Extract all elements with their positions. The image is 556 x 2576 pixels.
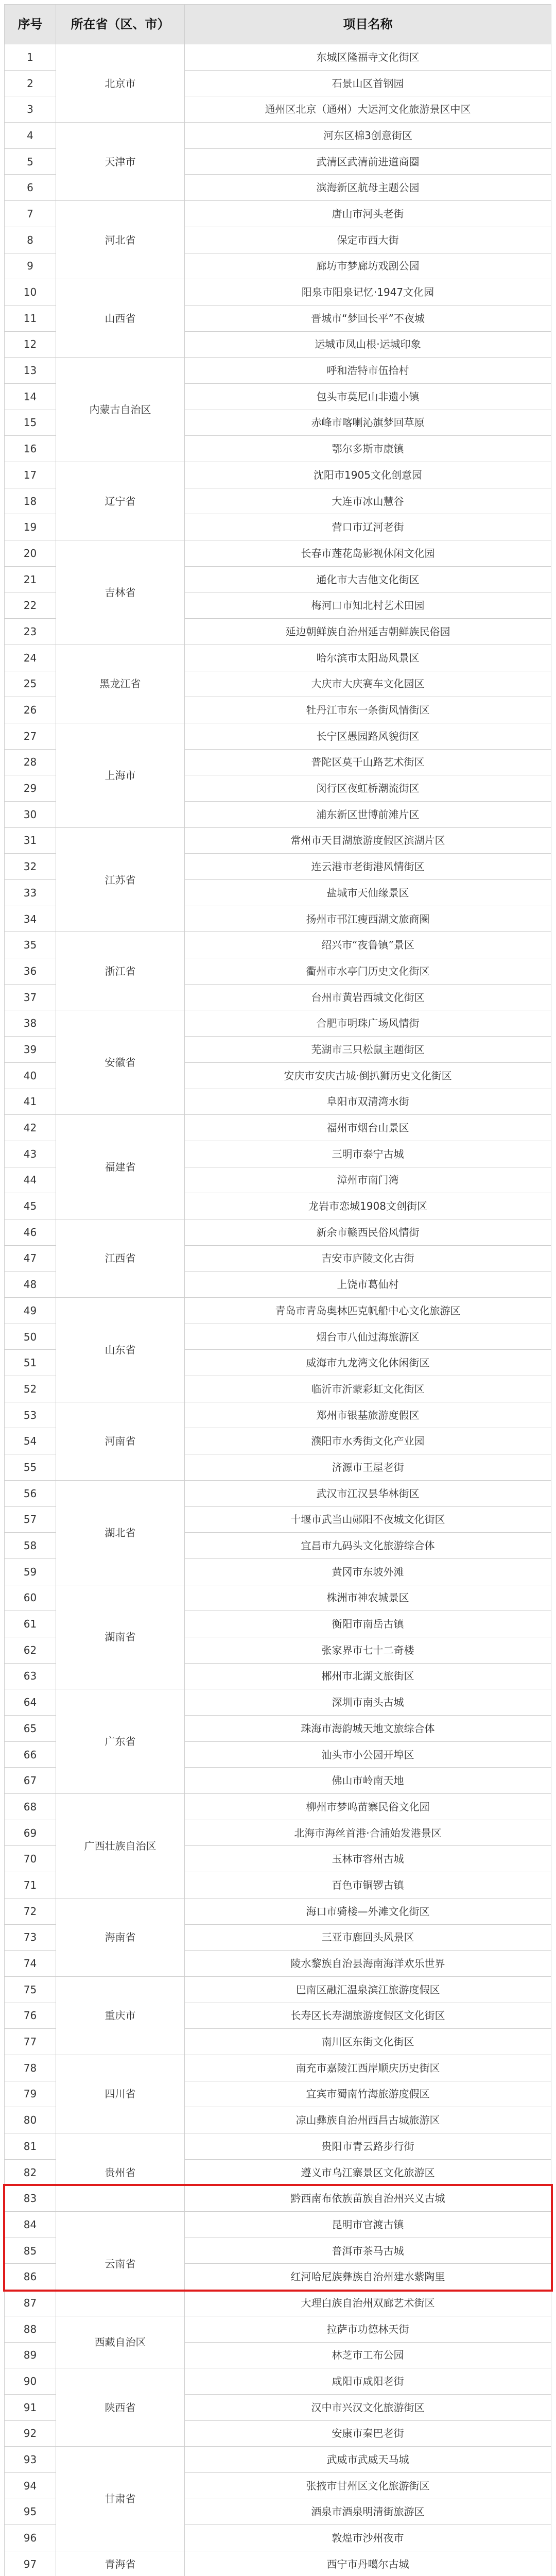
- province-cell: 广东省: [56, 1689, 185, 1794]
- table-row: [5, 1689, 551, 1716]
- project-name-cell: 深圳市南头古城: [185, 1689, 551, 1716]
- province-cell: 广西壮族自治区: [56, 1794, 185, 1899]
- project-name-cell: 汕头市小公园开埠区: [185, 1741, 551, 1768]
- project-name-cell: 北海市海丝首港·合浦始发港景区: [185, 1820, 551, 1846]
- row-number: 2: [5, 70, 56, 96]
- table-row: [5, 645, 551, 671]
- project-name-cell: 常州市天目湖旅游度假区滨湖片区: [185, 827, 551, 854]
- project-name-cell: 阳泉市阳泉记忆·1947文化园: [185, 279, 551, 306]
- project-name-cell: 沈阳市1905文化创意园: [185, 462, 551, 488]
- project-name-cell: 大理白族自治州双廊艺术街区: [185, 2290, 551, 2316]
- row-number: 77: [5, 2029, 56, 2055]
- table-row: [5, 1298, 551, 1324]
- project-name-cell: 济源市王屋老街: [185, 1454, 551, 1481]
- row-number: 65: [5, 1716, 56, 1742]
- project-name-cell: 三亚市鹿回头风景区: [185, 1924, 551, 1951]
- row-number: 52: [5, 1376, 56, 1402]
- project-name-cell: 通州区北京（通州）大运河文化旅游景区中区: [185, 96, 551, 123]
- project-name-cell: 南充市嘉陵江西岸顺庆历史街区: [185, 2055, 551, 2081]
- row-number: 88: [5, 2316, 56, 2342]
- province-cell: 山东省: [56, 1298, 185, 1402]
- project-name-cell: 敦煌市沙州夜市: [185, 2525, 551, 2551]
- table-row: [5, 1115, 551, 1141]
- row-number: 12: [5, 331, 56, 358]
- project-name-cell: 玉林市容州古城: [185, 1846, 551, 1872]
- row-number: 57: [5, 1506, 56, 1533]
- project-name-cell: 普洱市茶马古城: [185, 2238, 551, 2264]
- table-row: [5, 1480, 551, 1506]
- table-row: [5, 462, 551, 488]
- project-name-cell: 鄂尔多斯市康镇: [185, 436, 551, 462]
- row-number: 41: [5, 1089, 56, 1115]
- project-name-cell: 张掖市甘州区文化旅游街区: [185, 2472, 551, 2499]
- row-number: 60: [5, 1585, 56, 1611]
- row-number: 55: [5, 1454, 56, 1481]
- province-cell: 贵州省: [56, 2133, 185, 2212]
- project-name-cell: 运城市凤山根·运城印象: [185, 331, 551, 358]
- project-name-cell: 长寿区长寿湖旅游度假区文化街区: [185, 2003, 551, 2029]
- row-number: 94: [5, 2472, 56, 2499]
- row-number: 15: [5, 410, 56, 436]
- row-number: 42: [5, 1115, 56, 1141]
- project-name-cell: 长宁区愚园路风貌街区: [185, 723, 551, 749]
- project-name-cell: 包头市莫尼山非遗小镇: [185, 383, 551, 410]
- row-number: 17: [5, 462, 56, 488]
- table-row: [5, 2133, 551, 2160]
- row-number: 46: [5, 1219, 56, 1245]
- table-row: [5, 123, 551, 149]
- province-cell: 云南省: [56, 2212, 185, 2316]
- row-number: 33: [5, 880, 56, 906]
- table-row: [5, 2368, 551, 2395]
- project-name-cell: 南川区东街文化街区: [185, 2029, 551, 2055]
- row-number: 30: [5, 801, 56, 827]
- province-cell: 江西省: [56, 1219, 185, 1297]
- table-row: [5, 1976, 551, 2003]
- province-cell: 山西省: [56, 279, 185, 358]
- project-name-cell: 酒泉市酒泉明清街旅游区: [185, 2499, 551, 2525]
- project-name-cell: 郴州市北湖文旅街区: [185, 1663, 551, 1689]
- table-row: [5, 540, 551, 567]
- project-name-cell: 呼和浩特市伍拾村: [185, 358, 551, 384]
- project-name-cell: 延边朝鲜族自治州延吉朝鲜族民俗园: [185, 619, 551, 645]
- row-number: 48: [5, 1272, 56, 1298]
- row-number: 86: [5, 2264, 56, 2290]
- project-name-cell: 哈尔滨市太阳岛风景区: [185, 645, 551, 671]
- row-number: 70: [5, 1846, 56, 1872]
- row-number: 37: [5, 984, 56, 1010]
- row-number: 35: [5, 932, 56, 958]
- project-name-cell: 廊坊市梦廊坊戏剧公园: [185, 253, 551, 279]
- row-number: 21: [5, 566, 56, 592]
- project-name-cell: 黔西南布依族苗族自治州兴义古城: [185, 2185, 551, 2212]
- project-name-cell: 合肥市明珠广场风情街: [185, 1010, 551, 1037]
- table-row: [5, 2551, 551, 2576]
- project-name-cell: 台州市黄岩西城文化街区: [185, 984, 551, 1010]
- project-name-cell: 石景山区首钢园: [185, 70, 551, 96]
- table-header-row: [5, 5, 551, 44]
- row-number: 49: [5, 1298, 56, 1324]
- row-number: 25: [5, 671, 56, 697]
- row-number: 69: [5, 1820, 56, 1846]
- province-cell: 湖北省: [56, 1480, 185, 1585]
- row-number: 95: [5, 2499, 56, 2525]
- row-number: 97: [5, 2551, 56, 2576]
- row-number: 73: [5, 1924, 56, 1951]
- project-list: [4, 4, 551, 2576]
- project-name-cell: 梅河口市知北村艺术田园: [185, 592, 551, 619]
- project-name-cell: 滨海新区航母主题公园: [185, 175, 551, 201]
- project-name-cell: 牡丹江市东一条街风情街区: [185, 697, 551, 723]
- project-name-cell: 新余市赣西民俗风情街: [185, 1219, 551, 1245]
- table-row: [5, 358, 551, 384]
- row-number: 34: [5, 906, 56, 932]
- row-number: 67: [5, 1768, 56, 1794]
- row-number: 89: [5, 2342, 56, 2368]
- row-number: 40: [5, 1062, 56, 1089]
- row-number: 62: [5, 1637, 56, 1663]
- row-number: 90: [5, 2368, 56, 2395]
- table-body: [5, 44, 551, 2576]
- header-province: 所在省（区、市）: [56, 5, 185, 44]
- project-name-cell: 连云港市老街港风情街区: [185, 854, 551, 880]
- project-name-cell: 武清区武清前进道商圈: [185, 148, 551, 175]
- project-name-cell: 漳州市南门湾: [185, 1167, 551, 1193]
- project-name-cell: 武威市武威天马城: [185, 2447, 551, 2473]
- row-number: 81: [5, 2133, 56, 2160]
- row-number: 93: [5, 2447, 56, 2473]
- table-row: [5, 1585, 551, 1611]
- project-name-cell: 陵水黎族自治县海南海洋欢乐世界: [185, 1951, 551, 1977]
- province-cell: 江苏省: [56, 827, 185, 932]
- row-number: 75: [5, 1976, 56, 2003]
- province-cell: 湖南省: [56, 1585, 185, 1689]
- project-name-cell: 柳州市梦呜苗寨民俗文化园: [185, 1794, 551, 1820]
- table-row: [5, 279, 551, 306]
- project-name-cell: 盐城市天仙缘景区: [185, 880, 551, 906]
- row-number: 6: [5, 175, 56, 201]
- project-name-cell: 张家界市七十二奇楼: [185, 1637, 551, 1663]
- province-cell: 四川省: [56, 2055, 185, 2133]
- row-number: 96: [5, 2525, 56, 2551]
- row-number: 71: [5, 1872, 56, 1899]
- table-row: [5, 2316, 551, 2342]
- table-row: [5, 2447, 551, 2473]
- project-name-cell: 营口市辽河老街: [185, 514, 551, 540]
- row-number: 44: [5, 1167, 56, 1193]
- province-cell: 甘肃省: [56, 2447, 185, 2551]
- project-name-cell: 福州市烟台山景区: [185, 1115, 551, 1141]
- row-number: 39: [5, 1037, 56, 1063]
- row-number: 23: [5, 619, 56, 645]
- row-number: 19: [5, 514, 56, 540]
- project-name-cell: 安庆市安庆古城·倒扒狮历史文化街区: [185, 1062, 551, 1089]
- row-number: 68: [5, 1794, 56, 1820]
- project-name-cell: 巴南区融汇温泉滨江旅游度假区: [185, 1976, 551, 2003]
- project-name-cell: 阜阳市双清湾水街: [185, 1089, 551, 1115]
- project-name-cell: 安康市秦巴老街: [185, 2420, 551, 2447]
- table-row: [5, 1898, 551, 1924]
- province-cell: 陕西省: [56, 2368, 185, 2447]
- project-name-cell: 宜宾市蜀南竹海旅游度假区: [185, 2081, 551, 2107]
- project-name-cell: 濮阳市水秀街文化产业园: [185, 1428, 551, 1454]
- row-number: 74: [5, 1951, 56, 1977]
- row-number: 27: [5, 723, 56, 749]
- project-name-cell: 大庆市大庆赛车文化园区: [185, 671, 551, 697]
- project-name-cell: 红河哈尼族彝族自治州建水紫陶里: [185, 2264, 551, 2290]
- row-number: 63: [5, 1663, 56, 1689]
- row-number: 64: [5, 1689, 56, 1716]
- project-name-cell: 临沂市沂蒙彩虹文化街区: [185, 1376, 551, 1402]
- row-number: 51: [5, 1350, 56, 1376]
- row-number: 8: [5, 227, 56, 253]
- province-cell: 河南省: [56, 1402, 185, 1480]
- province-cell: 内蒙古自治区: [56, 358, 185, 462]
- project-name-cell: 百色市铜锣古镇: [185, 1872, 551, 1899]
- row-number: 87: [5, 2290, 56, 2316]
- row-number: 36: [5, 958, 56, 985]
- header-number: 序号: [5, 5, 56, 44]
- row-number: 31: [5, 827, 56, 854]
- row-number: 50: [5, 1324, 56, 1350]
- table-row: [5, 201, 551, 227]
- row-number: 10: [5, 279, 56, 306]
- row-number: 20: [5, 540, 56, 567]
- table-row: [5, 2212, 551, 2238]
- row-number: 28: [5, 749, 56, 775]
- project-name-cell: 通化市大吉他文化街区: [185, 566, 551, 592]
- project-name-cell: 唐山市河头老街: [185, 201, 551, 227]
- row-number: 9: [5, 253, 56, 279]
- row-number: 54: [5, 1428, 56, 1454]
- row-number: 47: [5, 1245, 56, 1272]
- table-row: [5, 1010, 551, 1037]
- project-name-cell: 昆明市官渡古镇: [185, 2212, 551, 2238]
- project-name-cell: 晋城市“梦回长平”不夜城: [185, 305, 551, 331]
- province-cell: 海南省: [56, 1898, 185, 1976]
- row-number: 3: [5, 96, 56, 123]
- row-number: 80: [5, 2107, 56, 2133]
- project-name-cell: 绍兴市“夜鲁镇”景区: [185, 932, 551, 958]
- project-name-cell: 长春市莲花岛影视休闲文化园: [185, 540, 551, 567]
- table-row: [5, 723, 551, 749]
- project-table: [4, 4, 551, 2576]
- project-name-cell: 河东区棉3创意街区: [185, 123, 551, 149]
- row-number: 26: [5, 697, 56, 723]
- row-number: 59: [5, 1558, 56, 1585]
- province-cell: 天津市: [56, 123, 185, 201]
- province-cell: 河北省: [56, 201, 185, 279]
- project-name-cell: 黄冈市东坡外滩: [185, 1558, 551, 1585]
- province-cell: 黑龙江省: [56, 645, 185, 723]
- project-name-cell: 青岛市青岛奥林匹克帆船中心文化旅游区: [185, 1298, 551, 1324]
- province-cell: 安徽省: [56, 1010, 185, 1115]
- project-name-cell: 西宁市丹噶尔古城: [185, 2551, 551, 2576]
- province-cell: 吉林省: [56, 540, 185, 645]
- table-row: [5, 44, 551, 71]
- row-number: 66: [5, 1741, 56, 1768]
- project-name-cell: 上饶市葛仙村: [185, 1272, 551, 1298]
- province-cell: 北京市: [56, 44, 185, 123]
- project-name-cell: 十堰市武当山郧阳不夜城文化街区: [185, 1506, 551, 1533]
- project-name-cell: 龙岩市恋城1908文创街区: [185, 1193, 551, 1219]
- project-name-cell: 保定市西大街: [185, 227, 551, 253]
- row-number: 22: [5, 592, 56, 619]
- project-name-cell: 林芝市工布公园: [185, 2342, 551, 2368]
- table-row: [5, 1219, 551, 1245]
- project-name-cell: 扬州市邗江瘦西湖文旅商圈: [185, 906, 551, 932]
- row-number: 13: [5, 358, 56, 384]
- table-row: [5, 1402, 551, 1428]
- row-number: 5: [5, 148, 56, 175]
- project-name-cell: 贵阳市青云路步行街: [185, 2133, 551, 2160]
- table-row: [5, 1794, 551, 1820]
- project-name-cell: 衡阳市南岳古镇: [185, 1611, 551, 1637]
- project-name-cell: 咸阳市咸阳老街: [185, 2368, 551, 2395]
- row-number: 16: [5, 436, 56, 462]
- row-number: 7: [5, 201, 56, 227]
- row-number: 91: [5, 2394, 56, 2420]
- project-name-cell: 浦东新区世博前滩片区: [185, 801, 551, 827]
- row-number: 61: [5, 1611, 56, 1637]
- project-name-cell: 衢州市水亭门历史文化街区: [185, 958, 551, 985]
- project-name-cell: 赤峰市喀喇沁旗梦回草原: [185, 410, 551, 436]
- project-name-cell: 珠海市海韵城天地文旅综合体: [185, 1716, 551, 1742]
- row-number: 1: [5, 44, 56, 71]
- row-number: 14: [5, 383, 56, 410]
- project-name-cell: 大连市冰山慧谷: [185, 488, 551, 514]
- project-name-cell: 凉山彝族自治州西昌古城旅游区: [185, 2107, 551, 2133]
- province-cell: 浙江省: [56, 932, 185, 1010]
- row-number: 78: [5, 2055, 56, 2081]
- row-number: 18: [5, 488, 56, 514]
- row-number: 43: [5, 1141, 56, 1167]
- row-number: 76: [5, 2003, 56, 2029]
- row-number: 11: [5, 305, 56, 331]
- project-name-cell: 芜湖市三只松鼠主题街区: [185, 1037, 551, 1063]
- table-row: [5, 2055, 551, 2081]
- row-number: 84: [5, 2212, 56, 2238]
- project-name-cell: 东城区隆福寺文化街区: [185, 44, 551, 71]
- row-number: 82: [5, 2159, 56, 2185]
- project-name-cell: 吉安市庐陵文化古街: [185, 1245, 551, 1272]
- project-name-cell: 宜昌市九码头文化旅游综合体: [185, 1533, 551, 1559]
- row-number: 58: [5, 1533, 56, 1559]
- row-number: 32: [5, 854, 56, 880]
- project-name-cell: 普陀区莫干山路艺术街区: [185, 749, 551, 775]
- project-name-cell: 佛山市岭南天地: [185, 1768, 551, 1794]
- province-cell: 上海市: [56, 723, 185, 827]
- province-cell: 青海省: [56, 2551, 185, 2576]
- row-number: 24: [5, 645, 56, 671]
- province-cell: 福建省: [56, 1115, 185, 1219]
- project-name-cell: 海口市骑楼—外滩文化街区: [185, 1898, 551, 1924]
- project-name-cell: 烟台市八仙过海旅游区: [185, 1324, 551, 1350]
- row-number: 56: [5, 1480, 56, 1506]
- province-cell: 重庆市: [56, 1976, 185, 2055]
- row-number: 29: [5, 775, 56, 802]
- row-number: 92: [5, 2420, 56, 2447]
- province-cell: 辽宁省: [56, 462, 185, 540]
- project-name-cell: 郑州市银基旅游度假区: [185, 1402, 551, 1428]
- row-number: 85: [5, 2238, 56, 2264]
- project-name-cell: 闵行区夜虹桥潮流街区: [185, 775, 551, 802]
- row-number: 4: [5, 123, 56, 149]
- row-number: 72: [5, 1898, 56, 1924]
- project-name-cell: 三明市泰宁古城: [185, 1141, 551, 1167]
- project-name-cell: 株洲市神农城景区: [185, 1585, 551, 1611]
- table-row: [5, 932, 551, 958]
- project-name-cell: 武汉市江汉昙华林街区: [185, 1480, 551, 1506]
- row-number: 83: [5, 2185, 56, 2212]
- project-name-cell: 拉萨市功德林天街: [185, 2316, 551, 2342]
- project-name-cell: 威海市九龙湾文化休闲街区: [185, 1350, 551, 1376]
- project-name-cell: 遵义市乌江寨景区文化旅游区: [185, 2159, 551, 2185]
- row-number: 79: [5, 2081, 56, 2107]
- row-number: 53: [5, 1402, 56, 1428]
- province-cell: 西藏自治区: [56, 2316, 185, 2368]
- row-number: 45: [5, 1193, 56, 1219]
- project-name-cell: 汉中市兴汉文化旅游街区: [185, 2394, 551, 2420]
- row-number: 38: [5, 1010, 56, 1037]
- header-project-name: 项目名称: [185, 5, 551, 44]
- table-row: [5, 827, 551, 854]
